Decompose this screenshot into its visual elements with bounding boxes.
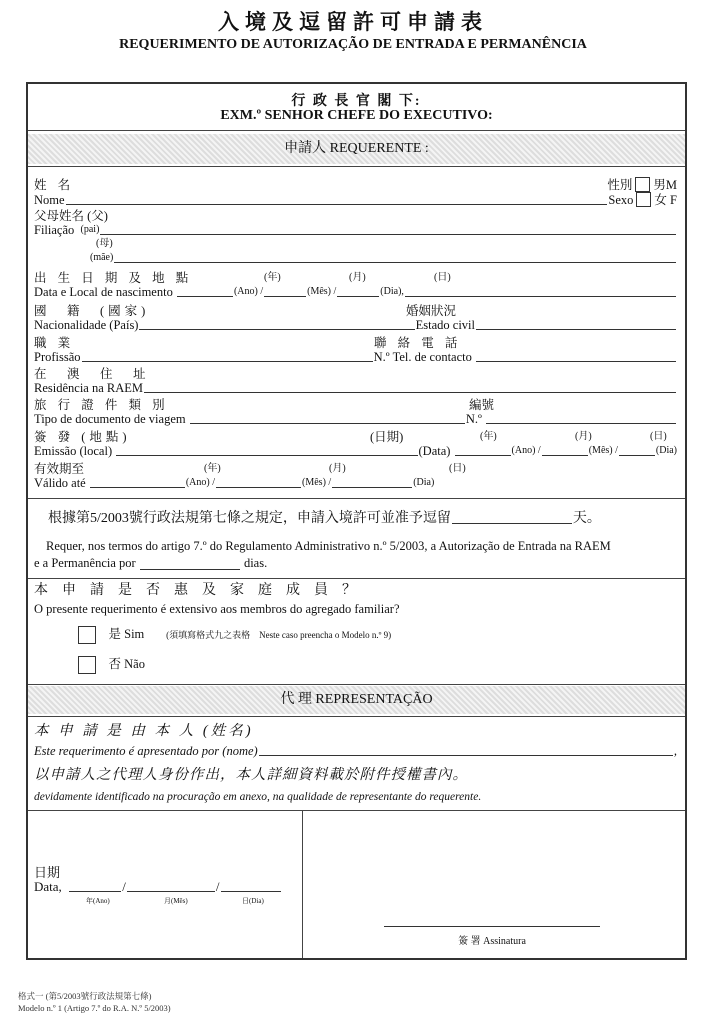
doc-field[interactable] bbox=[190, 423, 465, 424]
filiacao-zh: 父母姓名 (父) bbox=[34, 209, 108, 223]
days-pt-field[interactable] bbox=[140, 569, 240, 570]
request-zh: 根據第5/2003號行政法規第七條之規定，申請入境許可並准予逗留 bbox=[48, 511, 451, 526]
nome-field[interactable] bbox=[66, 204, 608, 205]
nac-pt: Nacionalidade (País) bbox=[34, 318, 139, 332]
ano-label: (Ano) / bbox=[185, 477, 216, 488]
family-no-label: 否 Não bbox=[108, 656, 145, 671]
family-no-checkbox[interactable] bbox=[78, 656, 96, 674]
tel-pt: N.º Tel. de contacto bbox=[373, 350, 472, 364]
family-yes-checkbox[interactable] bbox=[78, 626, 96, 644]
date-ano-label: 年(Ano) bbox=[86, 897, 110, 905]
date-mes-label: 月(Mês) bbox=[164, 897, 188, 905]
emis-ano-field[interactable] bbox=[455, 455, 511, 456]
family-question-pt: O presente requerimento é extensivo aos membros do agregado familiar? bbox=[34, 602, 400, 616]
form-box: 行 政 長 官 閣 下: EXM.º SENHOR CHEFE DO EXECUTIVO: 申請人 REQUERENTE : 姓 名 性別 男M Nome Sexo 女 F 父母姓名 (父) Filiação (pai) (母) (mãe) 出 生 日 期 及 地 點 (年) (月) (日) Data e Local de nascimento (Ano) / (Mês) / (Dia), 國 籍 (國家) 婚姻狀況 Nacionalidade (País) Estado civil 職 業 聯 絡 電 話 Profissão N.º Tel. de contacto 在 澳 住 址 Residência na RAEM 旅 行 證 件 類 別 編號 Tipo de documento de viagem N.º 簽 發 (地點) (日期) (年) (月) (日) Emissão (local) (Data) (Ano) / (Mês) / (Dia) 有效期至 (年) (月) (日) Válido até (Ano) / (Mês) / (Dia) 根據第5/2003號行政法規第七條之規定，申請入境許可並准予逗留 天。 Requer, nos termos do artigo 7.º do Regulamento Administrativo n.º 5/2003, a Autorização de Entrada na RAEM e a Permanência por dias. 本 申 請 是 否 惠 及 家 庭 成 員 ？ O presente requerimento é extensivo aos membros do agregado familiar? 是 Sim (須填寫格式九之表格 Neste caso preencha o Modelo n.º 9) 否 Não 代 理 REPRESENTAÇÃO 本 申 請 是 由 本 人 (姓名) Este requerimento é apresentado por (nome) , 以申請人之代理人身份作出，本人詳細資料載於附件授權書內。 devidamente identificado na procuração em anexo, na qualidade de representante do requerente. 日期 Data, / / 年(Ano) 月(Mês) 日(Dia) 簽 署 Assinatura bbox=[26, 82, 687, 960]
dia-label: (Dia) bbox=[655, 445, 677, 456]
request-pt-line2: e a Permanência por bbox=[34, 556, 136, 570]
addressee-zh: 行 政 長 官 閣 下: bbox=[291, 94, 422, 109]
data-zh: (日期) bbox=[370, 430, 404, 444]
ano-zh: (年) bbox=[204, 463, 221, 474]
nasc-ano-field[interactable] bbox=[177, 296, 233, 297]
footer-pt: Modelo n.º 1 (Artigo 7.º do R.A. N.º 5/2003) bbox=[18, 1003, 171, 1013]
family-yes-label: 是 Sim bbox=[108, 626, 145, 641]
emis-pt: Emissão (local) bbox=[34, 444, 113, 458]
mes-zh: (月) bbox=[575, 431, 592, 442]
mes-label: (Mês) / bbox=[588, 445, 618, 456]
date-zh: 日期 bbox=[34, 865, 61, 880]
nome-zh: 姓 名 bbox=[34, 178, 75, 192]
section-representacao-label: 代 理 REPRESENTAÇÃO bbox=[280, 692, 433, 707]
footer-zh: 格式一 (第5/2003號行政法規第七條) bbox=[18, 991, 152, 1001]
civil-zh: 婚姻狀況 bbox=[406, 304, 457, 318]
emis-zh: 簽 發 (地點) bbox=[34, 430, 131, 444]
mae-label: (mãe) bbox=[90, 252, 114, 263]
mes-label: (Mês) / bbox=[302, 477, 332, 488]
date-ano-field[interactable] bbox=[69, 891, 121, 892]
ano-zh: (年) bbox=[480, 431, 497, 442]
emis-mes-field[interactable] bbox=[542, 455, 588, 456]
nome-pt: Nome bbox=[34, 193, 65, 207]
addressee-pt: EXM.º SENHOR CHEFE DO EXECUTIVO: bbox=[220, 108, 493, 123]
valido-zh: 有效期至 bbox=[34, 462, 85, 476]
dia-label: (Dia) bbox=[413, 477, 435, 488]
nasc-mes-field[interactable] bbox=[264, 296, 306, 297]
section-representacao bbox=[28, 686, 685, 714]
request-pt-line1: Requer, nos termos do artigo 7.º do Regulamento Administrativo n.º 5/2003, a Autorização de Entrada na RAEM bbox=[46, 539, 611, 553]
tel-zh: 聯 絡 電 話 bbox=[374, 336, 462, 350]
filiacao-pt: Filiação bbox=[34, 223, 75, 237]
female-label: 女 F bbox=[654, 193, 677, 207]
date-pt: Data, bbox=[34, 879, 62, 894]
data-pt: (Data) bbox=[418, 444, 451, 458]
section-requerente-label: 申請人 REQUERENTE : bbox=[284, 141, 429, 156]
num-pt: N.º bbox=[465, 412, 482, 426]
num-field[interactable] bbox=[486, 423, 676, 424]
mes-label: (Mês) / bbox=[307, 286, 337, 297]
valido-dia-field[interactable] bbox=[332, 487, 412, 488]
female-checkbox[interactable] bbox=[636, 192, 651, 207]
mes-zh: (月) bbox=[329, 463, 346, 474]
representative-name-field[interactable] bbox=[259, 755, 673, 756]
date-dia-label: 日(Dia) bbox=[242, 897, 264, 905]
pai-field[interactable] bbox=[100, 234, 676, 235]
pai-label: (pai) bbox=[80, 224, 100, 235]
nac-zh: 國 籍 (國家) bbox=[34, 304, 150, 318]
prof-field[interactable] bbox=[82, 361, 373, 362]
res-zh: 在 澳 住 址 bbox=[34, 367, 150, 381]
signature-label: 簽 署 Assinatura bbox=[458, 936, 526, 947]
ano-zh: (年) bbox=[264, 272, 281, 283]
nasc-dia-field[interactable] bbox=[337, 296, 379, 297]
num-zh: 編號 bbox=[469, 398, 495, 412]
representation-zh1: 本 申 請 是 由 本 人 (姓名) bbox=[34, 723, 254, 739]
ano-label: (Ano) / bbox=[511, 445, 541, 456]
nasc-pt: Data e Local de nascimento bbox=[34, 285, 173, 299]
dia-label: (Dia), bbox=[380, 286, 404, 297]
prof-pt: Profissão bbox=[34, 350, 81, 364]
request-zh-after: 天。 bbox=[572, 511, 601, 526]
representation-pt2: devidamente identificado na procuração em anexo, na qualidade de representante do requerente. bbox=[34, 791, 482, 803]
mae-field[interactable] bbox=[114, 262, 676, 263]
mae-zh: (母) bbox=[96, 238, 113, 249]
prof-zh: 職 業 bbox=[34, 336, 75, 350]
ano-label: (Ano) / bbox=[233, 286, 264, 297]
nasc-zh: 出 生 日 期 及 地 點 bbox=[34, 271, 193, 285]
male-checkbox[interactable] bbox=[635, 177, 650, 192]
family-yes-note: (須填寫格式九之表格 Neste caso preencha o Modelo n.º 9) bbox=[166, 629, 392, 640]
section-requerente bbox=[28, 134, 685, 164]
title-pt: REQUERIMENTO DE AUTORIZAÇÃO DE ENTRADA E PERMANÊNCIA bbox=[119, 37, 587, 52]
res-field[interactable] bbox=[144, 392, 676, 393]
civil-field[interactable] bbox=[476, 329, 676, 330]
mes-zh: (月) bbox=[349, 272, 366, 283]
dia-zh: (日) bbox=[434, 272, 451, 283]
title-zh: 入境及逗留許可申請表 bbox=[218, 10, 488, 34]
dia-zh: (日) bbox=[650, 431, 667, 442]
emis-local-field[interactable] bbox=[116, 455, 417, 456]
date-dia-field[interactable] bbox=[221, 891, 281, 892]
male-label: 男M bbox=[653, 178, 677, 192]
nasc-local-field[interactable] bbox=[405, 296, 676, 297]
sexo-zh: 性別 bbox=[607, 178, 633, 192]
valido-mes-field[interactable] bbox=[216, 487, 301, 488]
request-pt-dias: dias. bbox=[243, 556, 268, 570]
nac-field[interactable] bbox=[139, 329, 414, 330]
date-mes-field[interactable] bbox=[127, 891, 215, 892]
doc-zh: 旅 行 證 件 類 別 bbox=[34, 398, 169, 412]
civil-pt: Estado civil bbox=[415, 318, 475, 332]
representation-zh2: 以申請人之代理人身份作出，本人詳細資料載於附件授權書內。 bbox=[34, 767, 468, 783]
signature-line[interactable] bbox=[384, 926, 600, 927]
res-pt: Residência na RAEM bbox=[34, 381, 144, 395]
valido-ano-field[interactable] bbox=[90, 487, 185, 488]
days-field[interactable] bbox=[452, 523, 572, 524]
family-question-zh: 本 申 請 是 否 惠 及 家 庭 成 員 ？ bbox=[34, 583, 356, 598]
doc-pt: Tipo de documento de viagem bbox=[34, 412, 186, 426]
tel-field[interactable] bbox=[476, 361, 676, 362]
representation-pt1: Este requerimento é apresentado por (nome) bbox=[34, 744, 258, 758]
dia-zh: (日) bbox=[449, 463, 466, 474]
valido-pt: Válido até bbox=[34, 476, 86, 490]
sexo-pt: Sexo bbox=[608, 193, 634, 207]
emis-dia-field[interactable] bbox=[619, 455, 655, 456]
